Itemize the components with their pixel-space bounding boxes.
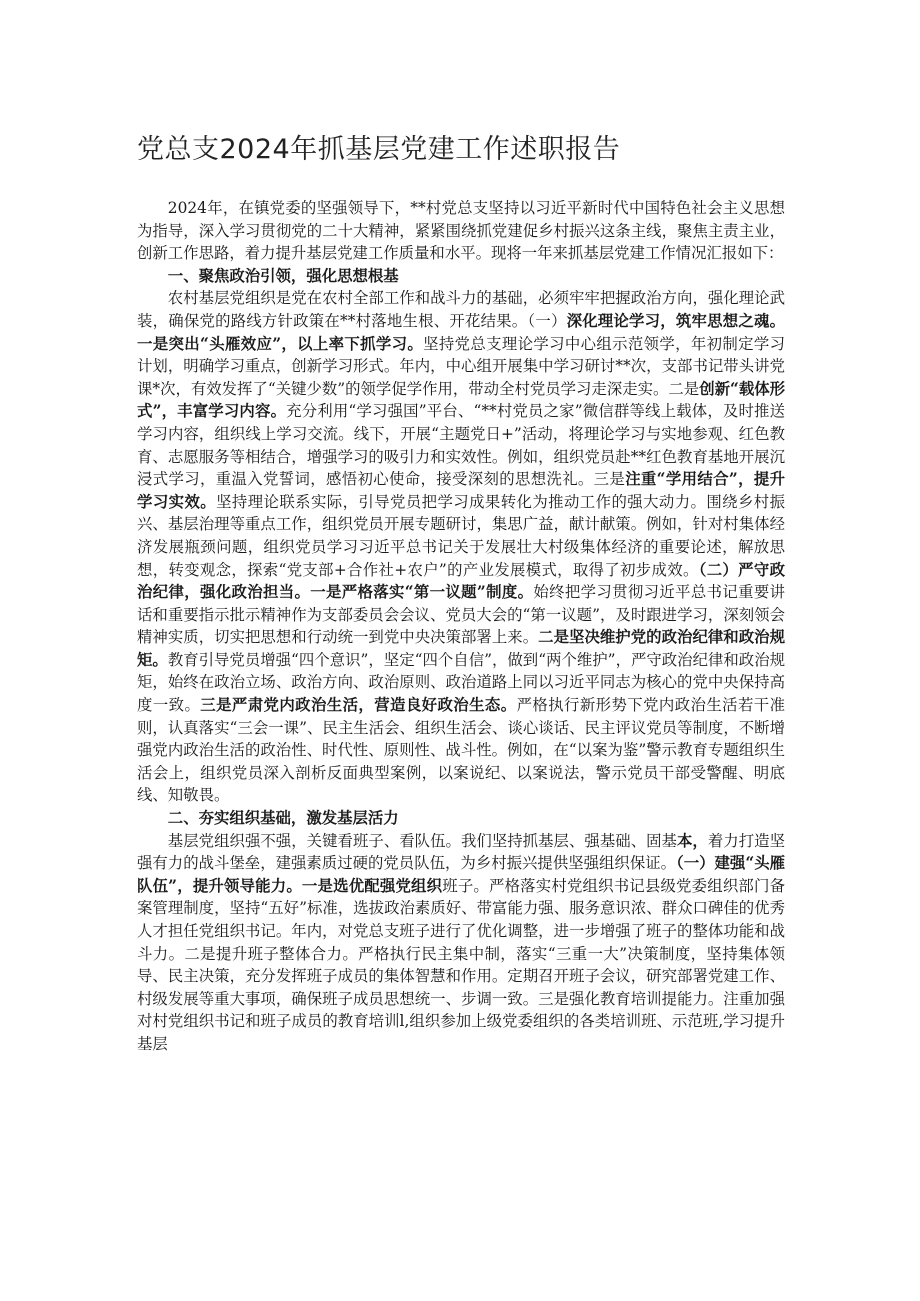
section-2-paragraph	[137, 830, 785, 1056]
bold-run: 深化理论学习，筑牢思想之魂。一是突出“头雁效应”，以上率下抓学习。	[137, 311, 785, 353]
text-run: 坚持理论联系实际，引导党员把学习成果转化为推动工作的强大动力。围绕乡村振兴、基层治理等重点工作，组织党员开展专题研讨，集思广益，献计献策。例如，针对村集体经济发展瓶颈问题，组织党员学习习近平总书记关于发展壮大村级集体经济的重要论述，解放思想，转变观念，探索“党支部+合作社+农户”的产业发展模式，取得了初步成效。	[137, 492, 785, 579]
document-page	[137, 128, 785, 1056]
bold-run: 三是严肃党内政治生活，营造良好政治生态。	[200, 696, 517, 715]
text-run: 农村基层党组织是党在农村全部工作和战斗力的基础，必须牢牢把握政治方向，强化理论武装，确保党的路线方针政策在**村落地生根、开花结果。（一）	[137, 289, 785, 330]
text-run: 基层党组织强不强，关键看班子、看队伍。我们坚持抓基层、强基础、固基	[167, 831, 677, 850]
text-run: 班子。严格落实村党组织书记县级党委组织部门备案管理制度，坚持“五好”标准，选拔政治素质好、带富能力强、服务意识浓、群众口碑佳的优秀人才担任党组织书记。年内，对党总支班子进行了优化调整，进一步增强了班子的整体功能和战斗力。二是提升班子整体合力。严格执行民主集中制，落实“三重一大”决策制度，坚持集体领导、民主决策，充分发挥班子成员的集体智慧和作用。定期召开班子会议，研究部署党建工作、村级发展等重大事项，确保班子成员思想统一、步调一致。三是强化教育培训提能力。注重加强对村党组织书记和班子成员的教育培训l,组织参加上级党委组织的各类培训班、示范班,学习提升基层	[137, 876, 785, 1053]
bold-run: 二是坚决维护党的政治纪律和政治规矩。	[137, 628, 785, 669]
text-run: 坚持党总支理论学习中心组示范领学，年初制定学习计划，明确学习重点，创新学习形式。年内，中心组开展集中学习研讨**次，支部书记带头讲党课*次，有效发挥了“关键少数”的领学促学作用，带动全村党员学习走深走实。二是	[137, 334, 785, 398]
bold-run: 创新“载体形式”，丰富学习内容。	[137, 379, 786, 421]
bold-run: （一）建强“头雁队伍”，提升领导能力。一是选优配强党组织	[137, 854, 785, 895]
text-run: 教育引导党员增强“四个意识”，坚定“四个自信”，做到“两个维护”，严守政治纪律和政治规矩，始终在政治立场、政治方向、政治原则、政治道路上同以习近平同志为核心的党中央保持高度一致。	[137, 650, 785, 715]
section-1-paragraph	[137, 287, 785, 807]
text-run: 充分利用“学习强国”平台、“**村党员之家”微信群等线上载体，及时推送学习内容，组织线上学习交流。线下，开展“主题党日+”活动，将理论学习与实地参观、红色教育、志愿服务等相结合，增强学习的吸引力和实效性。例如，组织党员赴**红色教育基地开展沉浸式学习，重温入党誓词，感悟初心使命，接受深刻的思想洗礼。三是	[137, 402, 785, 489]
bold-run: 本，	[676, 831, 708, 850]
bold-run: 注重“学用结合”，提升学习实效。	[137, 470, 785, 511]
text-run: 始终把学习贯彻习近平总书记重要讲话和重要指示批示精神作为支部委员会会议、党员大会的“第一议题”，及时跟进学习，深刻领会精神实质，切实把思想和行动统一到党中央决策部署上来。	[137, 583, 785, 647]
bold-run: （二）严守政治纪律，强化政治担当。一是严格落实“第一议题”制度。	[137, 560, 785, 602]
document-title: 党总支2024年抓基层党建工作述职报告	[137, 134, 621, 165]
intro-paragraph: 2024年，在镇党委的坚强领导下，**村党总支坚持以习近平新时代中国特色社会主义思想为指导，深入学习贯彻党的二十大精神，紧紧围绕抓党建促乡村振兴这条主线，聚焦主责主业，创新工作思路，着力提升基层党建工作质量和水平。现将一年来抓基层党建工作情况汇报如下：	[137, 199, 785, 263]
section-1-heading: 一、聚焦政治引领，强化思想根基	[167, 266, 399, 285]
text-run: 严格执行新形势下党内政治生活若干准则，认真落实“三会一课”、民主生活会、组织生活会、谈心谈话、民主评议党员等制度，不断增强党内政治生活的政治性、时代性、原则性、战斗性。例如，在“以案为鉴”警示教育专题组织生活会上，组织党员深入剖析反面典型案例，以案说纪、以案说法，警示党员干部受警醒、明底线、知敬畏。	[137, 696, 785, 805]
text-run: 着力打造坚强有力的战斗堡垒，建强素质过硬的党员队伍，为乡村振兴提供坚强组织保证。	[137, 831, 785, 873]
section-2-heading: 二、夯实组织基础，激发基层活力	[167, 809, 399, 828]
